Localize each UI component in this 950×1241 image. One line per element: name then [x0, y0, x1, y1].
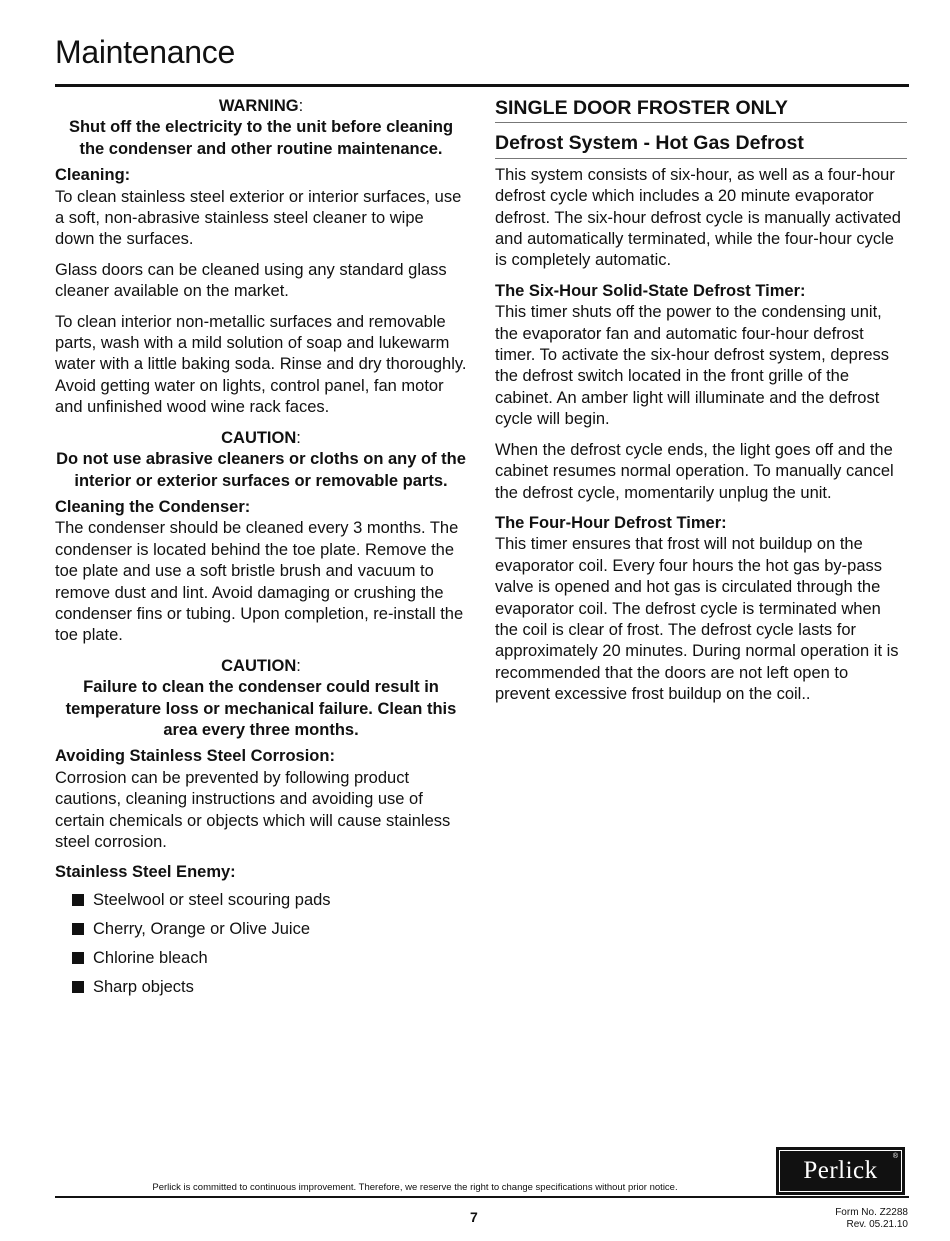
- cleaning-paragraph: To clean interior non-metallic surfaces and removable parts, wash with a mild solution of soap and lukewarm water with a little baking soda. Rinse and dry thoroughly. Avoid getting water on lights, control panel, fan motor and unfinished wood wine rack faces.: [55, 312, 467, 417]
- corrosion-text: Corrosion can be prevented by following product cautions, cleaning instructions and avoiding use of certain chemicals or objects which will cause stainless steel corrosion.: [55, 768, 451, 851]
- warning-block: WARNING: Shut off the electricity to the unit before cleaning the condenser and other routine maintenance.: [55, 96, 467, 160]
- condenser-heading: Cleaning the Condenser:: [55, 497, 251, 516]
- caution-label: CAUTION: [221, 428, 297, 447]
- footer-note: Perlick is committed to continuous improvement. Therefore, we reserve the right to change specifications without prior notice.: [152, 1182, 678, 1193]
- page-title: Maintenance: [55, 34, 235, 70]
- revision-text: Rev. 05.21.10: [846, 1219, 908, 1230]
- list-item-text: Cherry, Orange or Olive Juice: [93, 919, 311, 938]
- section-title: SINGLE DOOR FROSTER ONLY: [495, 98, 907, 123]
- caution-text: Failure to clean the condenser could result in temperature loss or mechanical failure. Clean this area every three months.: [65, 678, 457, 739]
- square-bullet-icon: [72, 923, 84, 935]
- caution-label: CAUTION: [221, 656, 297, 675]
- caution-block: CAUTION: Do not use abrasive cleaners or cloths on any of the interior or exterior surfaces or removable parts.: [55, 428, 467, 492]
- warning-label: WARNING: [218, 97, 299, 115]
- subsection-title: Defrost System - Hot Gas Defrost: [495, 133, 907, 158]
- form-number-text: Form No. Z2288: [835, 1207, 908, 1218]
- square-bullet-icon: [72, 952, 84, 964]
- four-hour-heading: The Four-Hour Defrost Timer:: [495, 513, 727, 532]
- registered-mark-icon: ®: [892, 1153, 898, 1160]
- perlick-logo: [776, 1147, 905, 1195]
- warning-text: Shut off the electricity to the unit before cleaning the condenser and other routine maintenance.: [68, 118, 454, 158]
- square-bullet-icon: [72, 981, 84, 993]
- six-hour-heading: The Six-Hour Solid-State Defrost Timer:: [495, 281, 806, 300]
- list-item-text: Steelwool or steel scouring pads: [93, 890, 331, 909]
- caution-block: CAUTION: Failure to clean the condenser could result in temperature loss or mechanical failure. Clean this area every three months.: [55, 656, 467, 742]
- list-item-text: Sharp objects: [93, 977, 194, 996]
- four-hour-text: This timer ensures that frost will not buildup on the evaporator coil. Every four hours the hot gas by-pass valve is opened and hot gas is circulated through the evaporator coil. The defrost cycle is terminated when the coil is clear of frost. The defrost cycle lasts for approximately 20 minutes. During normal operation it is recommended that the doors are not left open to prevent excessive frost buildup on the coil..: [495, 535, 899, 704]
- footer-divider: [55, 1196, 909, 1198]
- cleaning-paragraph: Glass doors can be cleaned using any standard glass cleaner available on the market.: [55, 260, 447, 301]
- right-column: [495, 96, 907, 715]
- condenser-text: The condenser should be cleaned every 3 months. The condenser is located behind the toe plate. Remove the toe plate and use a soft bristle brush and vacuum to remove dust and lint. Avoid damaging or crushing the condenser fins or tubing. Upon completion, re-install the toe plate.: [55, 519, 464, 645]
- form-number: [835, 1207, 908, 1231]
- cleaning-heading: Cleaning:: [55, 166, 131, 185]
- list-item: [72, 977, 467, 998]
- cleaning-paragraph: To clean stainless steel exterior or interior surfaces, use a soft, non-abrasive stainless steel cleaner to wipe down the surfaces.: [55, 187, 462, 249]
- list-item: [72, 948, 467, 969]
- list-item: [72, 890, 467, 911]
- title-divider: [55, 84, 909, 87]
- corrosion-heading: Avoiding Stainless Steel Corrosion:: [55, 747, 335, 766]
- six-hour-text: This timer shuts off the power to the condensing unit, the evaporator fan and automatic four-hour defrost timer. To activate the six-hour defrost system, depress the defrost switch located in the front grille of the cabinet. An amber light will illuminate and the defrost cycle will begin.: [495, 303, 890, 429]
- defrost-intro: This system consists of six-hour, as well as a four-hour defrost cycle which includes a 20 minute evaporator defrost. The six-hour defrost cycle is manually activated and automatically terminated, while the four-hour cycle is completely automatic.: [495, 165, 901, 270]
- left-column: [55, 96, 467, 1006]
- enemy-heading: Stainless Steel Enemy:: [55, 863, 236, 882]
- logo-wordmark: Perlick: [803, 1157, 878, 1184]
- enemy-list: [55, 890, 467, 998]
- caution-text: Do not use abrasive cleaners or cloths on any of the interior or exterior surfaces or removable parts.: [56, 450, 466, 490]
- list-item-text: Chlorine bleach: [93, 948, 208, 967]
- square-bullet-icon: [72, 894, 84, 906]
- list-item: [72, 919, 467, 940]
- page-number: 7: [470, 1209, 478, 1225]
- six-hour-text: When the defrost cycle ends, the light goes off and the cabinet resumes normal operation. To manually cancel the defrost cycle, momentarily unplug the unit.: [495, 440, 894, 502]
